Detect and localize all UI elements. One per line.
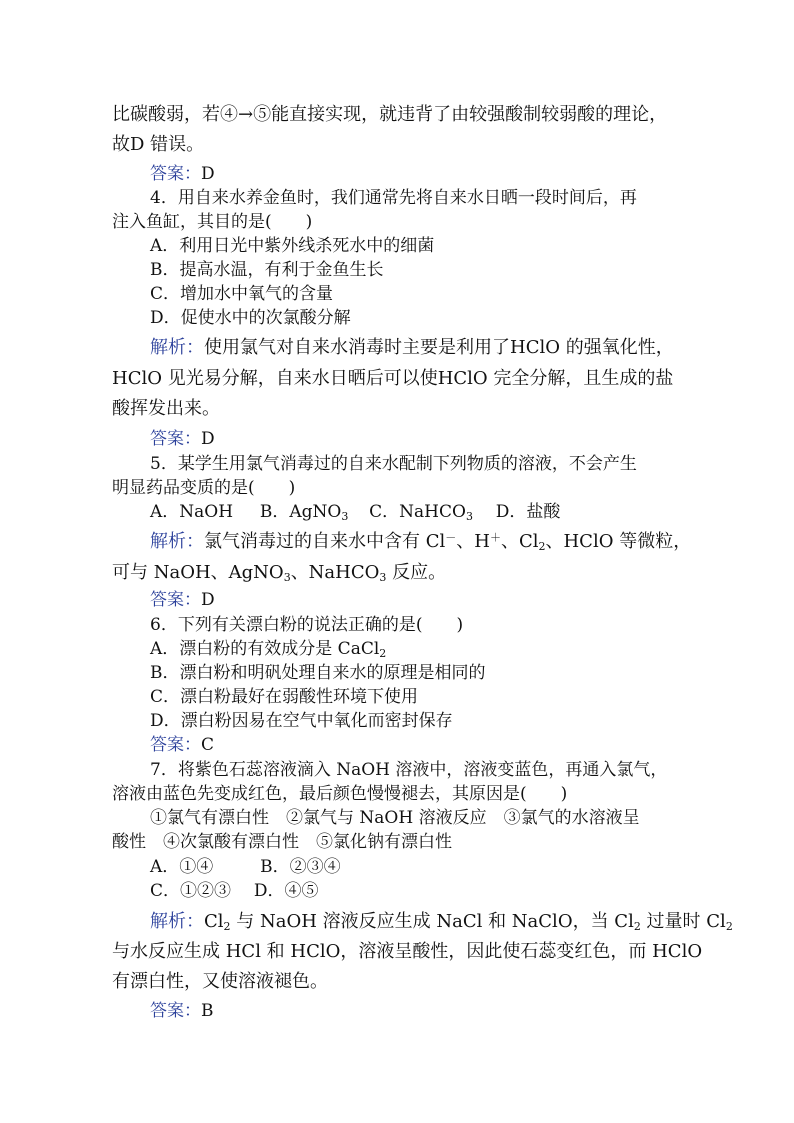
q4-stem-line-2: 注入鱼缸，其目的是( )	[112, 212, 313, 232]
q7-items-line-1: ①氯气有漂白性 ②氯气与 NaOH 溶液反应 ③氯气的水溶液呈	[150, 808, 640, 828]
q7-analysis-line-3: 有漂白性，又使溶液褪色。	[112, 971, 328, 992]
q4-stem-line-1: 4．用自来水养金鱼时，我们通常先将自来水日晒一段时间后，再	[150, 188, 637, 208]
q6-answer: 答案：C	[150, 735, 215, 755]
q5-option-b: B．AgNO$_3$	[259, 502, 349, 523]
q5-analysis-line-2: 可与 NaOH、AgNO$_3$、NaHCO$_3$ 反应。	[112, 562, 447, 584]
q7-stem-line-1: 7．将紫色石蕊溶液滴入 NaOH 溶液中，溶液变蓝色，再通入氯气，	[150, 760, 668, 780]
prev-analysis-line-2: 故D 错误。	[112, 134, 205, 155]
q5-option-d: D．盐酸	[495, 502, 561, 522]
analysis-label: 解析：	[150, 911, 204, 932]
q7-option-b: B．②③④	[260, 857, 341, 877]
q5-stem-line-1: 5．某学生用氯气消毒过的自来水配制下列物质的溶液，不会产生	[150, 454, 637, 474]
prev-answer: 答案：D	[150, 164, 215, 184]
q5-stem-line-2: 明显药品变质的是( )	[112, 478, 296, 498]
answer-label: 答案：	[150, 164, 201, 184]
analysis-label: 解析：	[150, 337, 204, 358]
analysis-label: 解析：	[150, 531, 204, 552]
q6-option-b: B．漂白粉和明矾处理自来水的原理是相同的	[150, 663, 486, 683]
answer-label: 答案：	[150, 429, 201, 449]
q4-option-b: B．提高水温，有利于金鱼生长	[150, 260, 384, 280]
q4-analysis-line-1: 解析：使用氯气对自来水消毒时主要是利用了HClO 的强氧化性，	[150, 337, 674, 358]
q5-answer: 答案：D	[150, 590, 215, 610]
q4-answer: 答案：D	[150, 429, 215, 449]
q7-option-c: C．①②③	[150, 881, 232, 901]
q7-analysis-line-1: 解析：$Cl_2$ 与 NaOH 溶液反应生成 NaCl 和 NaClO，当 $Cl_2$ 过量时 $Cl_2$	[150, 911, 733, 933]
q7-option-a: A．①④	[150, 857, 214, 877]
q6-stem: 6．下列有关漂白粉的说法正确的是( )	[150, 615, 464, 635]
q4-option-d: D．促使水中的次氯酸分解	[150, 308, 351, 328]
answer-label: 答案：	[150, 735, 201, 755]
q7-stem-line-2: 溶液由蓝色先变成红色，最后颜色慢慢褪去，其原因是( )	[112, 784, 568, 804]
q4-analysis-line-2: HClO 见光易分解，自来水日晒后可以使HClO 完全分解，且生成的盐	[112, 368, 674, 389]
q7-analysis-line-2: 与水反应生成 HCl 和 HClO，溶液呈酸性，因此使石蕊变红色，而 HClO	[112, 941, 703, 962]
prev-analysis-line-1: 比碳酸弱，若④→⑤能直接实现，就违背了由较强酸制较弱酸的理论，	[112, 104, 668, 125]
q7-option-d: D．④⑤	[253, 881, 319, 901]
q7-options-row-2	[150, 880, 318, 902]
answer-label: 答案：	[150, 590, 201, 610]
q6-option-c: C．漂白粉最好在弱酸性环境下使用	[150, 687, 419, 707]
q4-option-c: C．增加水中氧气的含量	[150, 284, 334, 304]
q5-options	[150, 501, 560, 523]
q6-option-d: D．漂白粉因易在空气中氧化而密封保存	[150, 711, 453, 731]
q7-items-line-2: 酸性 ④次氯酸有漂白性 ⑤氯化钠有漂白性	[112, 832, 452, 852]
q4-analysis-line-3: 酸挥发出来。	[112, 398, 220, 419]
q5-analysis-line-1: 解析：氯气消毒过的自来水中含有 Cl－、H＋、$Cl_2$、HClO 等微粒，	[150, 531, 692, 553]
q7-options-row-1	[150, 856, 341, 878]
q5-option-a: A．NaOH	[150, 502, 234, 522]
q7-answer: 答案：B	[150, 1001, 214, 1021]
q4-option-a: A．利用日光中紫外线杀死水中的细菌	[150, 236, 435, 256]
q6-option-a: A．漂白粉的有效成分是 CaCl$_2$	[150, 639, 387, 660]
q5-option-c: C．NaHCO$_3$	[369, 502, 473, 523]
answer-label: 答案：	[150, 1001, 201, 1021]
